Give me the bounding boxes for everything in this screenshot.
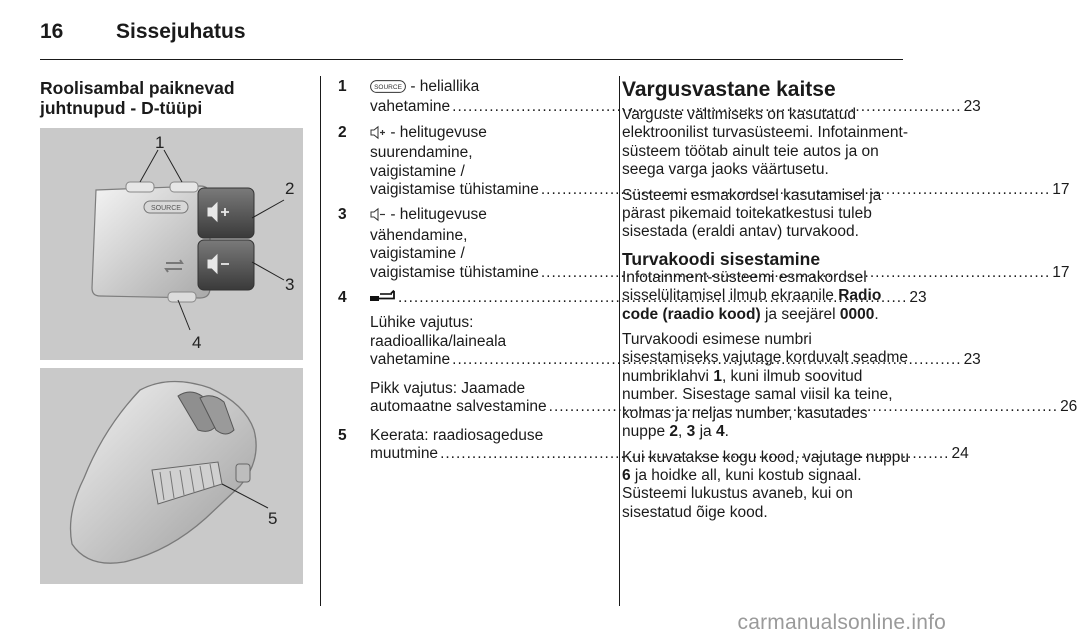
steering-controls-figure xyxy=(40,128,303,360)
page-ref[interactable]: 23 xyxy=(963,351,981,369)
paragraph: Turvakoodi esimese numbri sisestamiseks vajutage korduvalt seadme numbriklahvi 1, kuni ilmub soovitud number. Sisestage samal viisil ka teine, kolmas ja neljas number, kasutades nuppe 2, 3 ja 4. xyxy=(622,331,909,441)
page-ref[interactable]: 17 xyxy=(1052,181,1070,199)
svg-text:SOURCE: SOURCE xyxy=(374,84,402,92)
page-title: Sissejuhatus xyxy=(116,20,246,43)
list-item: 3 - helitugevuse vähendamine, vaigistamine / vaigistamise tühistamine ..... 17 xyxy=(338,206,606,282)
list-subitem: Pikk vajutus: Jaamade automaatne salvestamine ..... 26 xyxy=(370,380,606,417)
callout-1: 1 xyxy=(155,133,165,152)
watermark: carmanualsonline.info xyxy=(737,611,946,634)
section-heading: Roolisambal paiknevad juhtnupud - D-tüüpi xyxy=(40,78,235,118)
page-ref[interactable]: 26 xyxy=(1060,398,1077,416)
callout-5: 5 xyxy=(268,509,278,528)
subsection-title: Turvakoodi sisestamine xyxy=(622,248,821,269)
header-rule xyxy=(40,59,903,60)
paragraph: Varguste vältimiseks on kasutatud elektroonilist turvasüsteemi. Infotainment-süsteem töötab ainult teie autos ja on seega varga jaoks väärtusetu. xyxy=(622,106,909,179)
list-item: 2 - helitugevuse suurendamine, vaigistamine / vaigistamise tühistamine ..... 17 xyxy=(338,124,606,200)
control-unit-illustration xyxy=(40,128,303,360)
callout-2: 2 xyxy=(285,179,295,198)
source-icon xyxy=(370,80,406,98)
callout-3: 3 xyxy=(285,275,295,294)
steering-column-figure xyxy=(40,368,303,584)
page-header xyxy=(40,20,246,46)
anti-theft-section xyxy=(622,78,912,529)
page-ref[interactable]: 23 xyxy=(963,98,981,116)
paragraph: Kui kuvatakse kogu kood, vajutage nuppu 6 ja hoidke all, kuni kostub signaal. Süsteemi lukustus avaneb, kui on sisestatud õige kood. xyxy=(622,448,909,521)
steering-column-illustration xyxy=(40,368,303,584)
list-item: 4 ..... 23 xyxy=(338,289,606,307)
list-item: 1 SOURCE - heliallika vahetamine ..... 23 xyxy=(338,78,606,117)
list-subitem: Lühike vajutus: raadioallika/laineala vahetamine ..... 23 xyxy=(370,314,606,369)
callout-4: 4 xyxy=(192,333,202,352)
svg-text:SOURCE: SOURCE xyxy=(151,205,181,212)
paragraph: Süsteemi esmakordsel kasutamisel ja pärast pikemaid toitekatkestusi tuleb sisestada (eraldi antav) turvakood. xyxy=(622,186,882,241)
column-divider-1 xyxy=(320,76,321,606)
page-ref[interactable]: 24 xyxy=(951,444,969,462)
section-title: Vargusvastane kaitse xyxy=(622,78,836,101)
volume-up-icon xyxy=(370,126,386,144)
paragraph: Infotainment-süsteemi esmakordsel sisselülitamisel ilmub ekraanile Radio code (raadio kood) ja seejärel 0000. xyxy=(622,268,882,323)
volume-down-icon xyxy=(370,208,386,226)
list-item: 5 Keerata: raadiosageduse muutmine ..... 24 xyxy=(338,427,606,464)
page-number: 16 xyxy=(40,20,64,43)
page-ref[interactable]: 17 xyxy=(1052,263,1070,281)
page-ref[interactable]: 23 xyxy=(909,289,927,307)
seek-icon xyxy=(370,289,396,307)
